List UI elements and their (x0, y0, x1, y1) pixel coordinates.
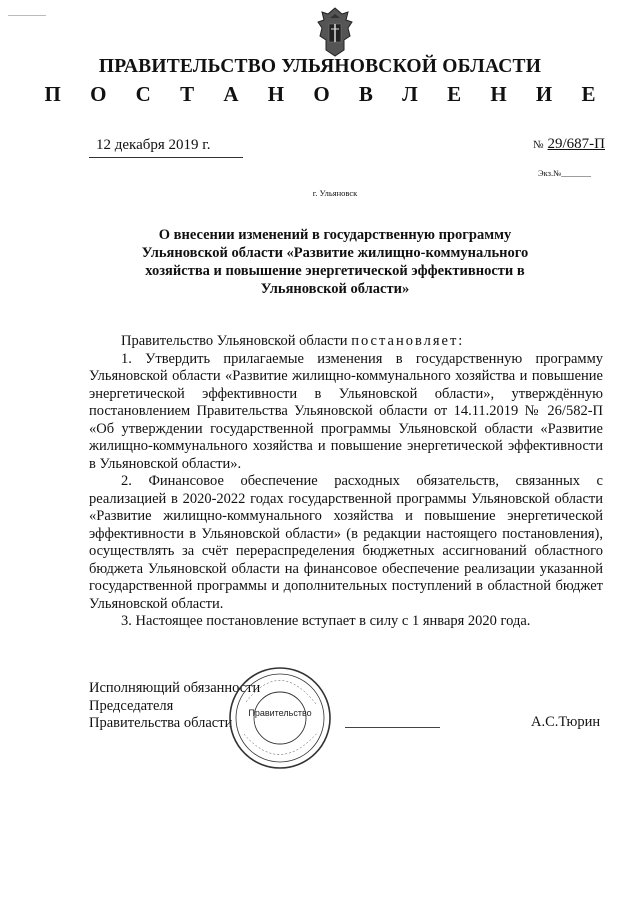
paragraph-1: 1. Утвердить прилагаемые изменения в государственную программу Ульяновской области «Развитие жилищно-коммунального хозяйства и повышение энергетической эффективности в Ульяновской области», утверждённую постановлением Правительства Ульяновской области от 14.11.2019 № 26/582-П «Об утверждении государственной программы Ульяновской области «Развитие жилищно-коммунального хозяйства и повышение энергетической эффективности в Ульяновской области». (89, 350, 603, 472)
signature-line-3: Правительства области (89, 715, 233, 732)
document-title: О внесении изменений в государственную программу Ульяновской области «Развитие жилищно-коммунального хозяйства и повышение энергетической эффективности в Ульяновской области» (141, 227, 529, 297)
document-type: П О С Т А Н О В Л Е Н И Е (44, 82, 608, 106)
signature-line-2: Председателя (89, 697, 174, 714)
date-underline (89, 157, 243, 158)
intro-paragraph (89, 333, 603, 351)
document-body (89, 333, 603, 631)
intro-text: Правительство Ульяновской области (121, 333, 352, 349)
official-seal (226, 664, 334, 772)
paragraph-2: 2. Финансовое обеспечение расходных обязательств, связанных с реализацией в 2020-2022 годах государственной программы Ульяновской области «Развитие жилищно-коммунального хозяйства и повышение энергетической эффективности в Ульяновской области» (в редакции настоящего постановления), осуществлять за счёт перераспределения бюджетных ассигнований областного бюджета Ульяновской области на финансовое обеспечение реализации указанной государственной программы и дополнительных поступлений в областной бюджет Ульяновской области. (89, 473, 603, 612)
paragraph-3: 3. Настоящее постановление вступает в силу с 1 января 2020 года. (121, 613, 531, 629)
number-value: 29/687-П (547, 136, 605, 152)
corner-mark (8, 15, 46, 16)
coat-of-arms-emblem (312, 6, 358, 58)
city-label: г. Ульяновск (312, 188, 358, 198)
signature-underline (345, 727, 440, 728)
signature-line-1: Исполняющий обязанности (89, 680, 261, 696)
signer-name: А.С.Тюрин (531, 714, 601, 730)
number-sign: № (533, 139, 544, 151)
document-number (533, 136, 605, 153)
seal-center-text: Правительство (248, 708, 312, 718)
document-date: 12 декабря 2019 г. (96, 137, 211, 153)
seal-rings-icon (226, 664, 334, 772)
intro-spaced-word: постановляет: (351, 333, 465, 349)
government-name: ПРАВИТЕЛЬСТВО УЛЬЯНОВСКОЙ ОБЛАСТИ (98, 56, 542, 77)
copy-number-label: Экз.№_______ (538, 168, 591, 178)
